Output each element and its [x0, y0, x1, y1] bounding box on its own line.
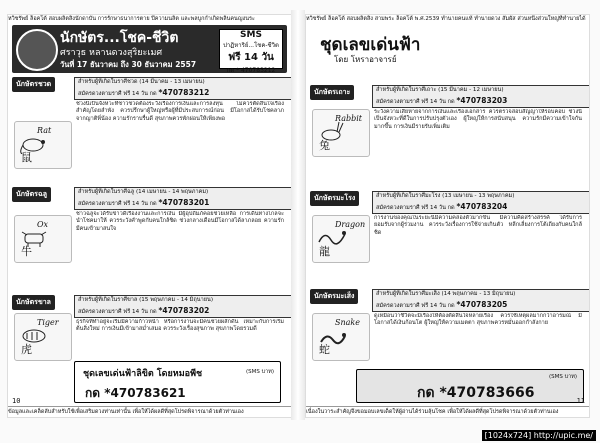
section-rabbit	[310, 85, 585, 187]
banner-date: วันที่ 17 ธันวาคม ถึง 30 ธันวาคม 2557	[60, 60, 197, 69]
ox-illustration	[14, 215, 72, 263]
right-page	[305, 14, 590, 418]
right-subtitle: โดย โหราอาจารย์	[334, 55, 397, 64]
section-dragon	[310, 191, 585, 285]
horoscope-banner	[12, 25, 287, 73]
promo-line1: สำหรับผู้ที่เกิดในราศีเถาะ (15 มีนาคม - 12 เมษายน)	[376, 87, 504, 93]
promo-line1: สำหรับผู้ที่เกิดในราศีชวด (14 มีนาคม - 13 เมษายน)	[78, 79, 205, 85]
sms-free: ฟรี 14 วัน	[228, 52, 274, 63]
section-tag: นักษัตรเถาะ	[310, 85, 354, 100]
promo-line1: สำหรับผู้ที่เกิดในราศีมะโรง (13 เมษายน - 13 พฤษภาคม)	[376, 193, 515, 199]
lucky-box-code: กด *470783621	[85, 386, 186, 400]
section-text: ระวังความเสียหายจากการเงินและเรื่องเอกสาร ควรตรวจสอบสัญญาให้รอบคอบ ช่วงนี้เป็นจังหวะที่ดีในการปรับปรุงตัวเอง ผู้ใหญ่ให้การสนับสนุน ความรักมีความเข้าใจกันมากขึ้น การเงินมีรายรับเพิ่มเติม	[374, 109, 582, 130]
animal-en: Dragon	[335, 220, 366, 229]
left-top-strip: หวิชรัพย์ ล็อคโต้ สอบผลิตสิ่งนักดาบัน การรักษาธนาการตาย ปีความนลิต และพลบูกกำเกิดพลินคนญงนระ	[8, 16, 255, 22]
promo-box	[74, 77, 292, 100]
zodiac-wheel-icon	[16, 29, 58, 71]
animal-cn: 牛	[21, 245, 32, 258]
animal-en: Rat	[37, 126, 52, 135]
promo-line1: สำหรับผู้ที่เกิดในราศีมะเส็ง (14 พฤษภาคม - 13 มิถุนายน)	[376, 291, 516, 297]
promo-line2: สมัครดวงตามราศี ฟรี 14 วัน กด	[78, 90, 157, 97]
page-gutter	[291, 10, 305, 420]
promo-box	[372, 85, 590, 108]
animal-cn: 蛇	[319, 343, 330, 356]
tiger-illustration	[14, 313, 72, 361]
banner-title: นักษัตร...โชค-ชีวิต	[60, 30, 179, 46]
promo-line2: สมัครดวงตามราศี ฟรี 14 วัน กด	[376, 302, 455, 309]
animal-en: Snake	[335, 318, 360, 327]
animal-cn: 虎	[21, 343, 32, 356]
page-number: 11	[576, 397, 585, 405]
promo-line2: สมัครดวงตามราศี ฟรี 14 วัน กด	[376, 98, 455, 105]
lucky-box-title: ชุดเลขเด่นฟ้าลิขิต โดยหมอพีช	[83, 369, 203, 379]
promo-line2: สมัครดวงตามราศี ฟรี 14 วัน กด	[376, 204, 455, 211]
animal-cn: 兔	[319, 139, 330, 152]
banner-subtitle: ศราวุธ หลานดวงสุริยะเมศ	[60, 48, 163, 58]
section-tag: นักษัตรมะโรง	[310, 191, 359, 206]
promo-line1: สำหรับผู้ที่เกิดในราศีขาล (15 พฤษภาคม - 14 มิถุนายน)	[78, 297, 214, 303]
left-footer: ข้อมูลและเคล็ดลับสำหรับใช้เพื่อเสริมดวงท่านเท่านั้น เพื่อให้ได้ผลดีที่สุดโปรดพิจารณาด้วยตัวท่านเอง	[8, 406, 291, 417]
sms-promo-box	[219, 29, 283, 74]
lucky-box-note: (SMS บาท)	[246, 369, 274, 375]
lucky-number-box	[74, 361, 281, 403]
sms-code: กด * 470783212	[226, 67, 276, 74]
animal-en: Rabbit	[335, 114, 362, 123]
section-snake	[310, 289, 585, 365]
section-ox	[12, 187, 287, 291]
animal-cn: 龍	[319, 245, 330, 258]
page-number: 10	[12, 397, 21, 405]
promo-code: *470783203	[456, 95, 508, 105]
promo-code: *470783212	[158, 87, 210, 97]
animal-en: Ox	[37, 220, 49, 229]
sms-label: SMS	[240, 30, 262, 40]
section-tag: นักษัตรขาล	[12, 295, 55, 310]
dragon-illustration	[312, 215, 370, 263]
sms-sub: ปาฏิหาริย์...โชค-ชีวิต	[223, 42, 279, 49]
promo-code: *470783201	[158, 197, 210, 207]
right-top-strip: หวิชรัพย์ ล็อคโต้ สอบผลิตสิ่ง สามพระ ล็อคโต้ พ.ศ.2539 ทำนายคนแท้ ทำนายดวง สัมผัส ส่วนหนึ่งส่วนใหญ่ที่ทำนายได้	[306, 16, 586, 22]
animal-en: Tiger	[37, 318, 59, 327]
lucky-box-code: กด *470783666	[417, 385, 535, 401]
lucky-number-box	[356, 369, 584, 403]
section-tiger	[12, 295, 287, 359]
watermark: [1024x724] http://upic.me/	[482, 430, 596, 441]
right-footer: เนื่องในวาระสำคัญจึงขอมอบเลขเด็ดให้ผู้อ่านได้ร่วมลุ้นโชค เพื่อให้ได้ผลดีที่สุดโปรดพิจารณาด้วยตัวท่านเอง	[306, 406, 589, 417]
promo-box	[372, 191, 590, 214]
promo-code: *470783205	[456, 299, 508, 309]
lucky-box-note: (SMS บาท)	[549, 374, 577, 380]
animal-cn: 鼠	[21, 151, 32, 164]
section-tag: นักษัตรชวด	[12, 77, 55, 92]
promo-line1: สำหรับผู้ที่เกิดในราศีฉลู (14 เมษายน - 14 พฤษภาคม)	[78, 189, 209, 195]
promo-code: *470783202	[158, 305, 210, 315]
section-text: ชาวฉลูจะได้รับข่าวดีเรื่องงานและการเงิน มีผู้อุปถัมภ์คอยช่วยเหลือ การเดินทางไกลจะนำโชคมาให้ ควรระวังคำพูดกับคนใกล้ชิด ช่วงกลางเดือนมีโอกาสได้ลาภลอย ความรักมีคนเข้ามาสนใจ	[76, 211, 284, 232]
section-text: ดูเหมือนว่าชีวิตจะมีเรื่องให้ต้องตัดสินใจหลายเรื่อง ควรใช้เหตุผลมากกว่าอารมณ์ มีโอกาสได้เงินก้อนโต ผู้ใหญ่ให้ความเมตตา สุขภาพควรหมั่นออกกำลังกาย	[374, 313, 582, 327]
rabbit-illustration	[312, 109, 370, 157]
promo-line2: สมัครดวงตามราศี ฟรี 14 วัน กด	[78, 200, 157, 207]
promo-line2: สมัครดวงตามราศี ฟรี 14 วัน กด	[78, 308, 157, 315]
left-page	[7, 14, 292, 418]
snake-illustration	[312, 313, 370, 361]
promo-box	[372, 289, 590, 312]
right-title: ชุดเลขเด่นฟ้า	[320, 35, 421, 55]
promo-code: *470783204	[456, 201, 508, 211]
section-text: การงานของคุณในระยะนี้มีความคล่องตัวมากขึ้น มีความคิดสร้างสรรค์ ได้รับการยอมรับจากผู้ร่วมงาน ควรระวังเรื่องการใช้จ่ายเกินตัว หลีกเลี่ยงการโต้เถียงกับคนใกล้ชิด	[374, 215, 582, 236]
section-rat	[12, 77, 287, 183]
section-tag: นักษัตรมะเส็ง	[310, 289, 358, 304]
promo-box	[74, 187, 292, 210]
rat-illustration	[14, 121, 72, 169]
right-header	[312, 25, 583, 69]
promo-box	[74, 295, 292, 318]
section-tag: นักษัตรฉลู	[12, 187, 51, 202]
section-text: ช่วงนี้เป็นจังหวะที่ชาวชวดต้องระวังเรื่องการเงินและการลงทุน ไม่ควรตัดสินใจเรื่องสำคัญโดยลำพัง ควรปรึกษาผู้ใหญ่หรือผู้ที่มีประสบการณ์ก่อน มีโอกาสได้รับโชคลาภจากญาติพี่น้อง ความรักราบรื่นดี สุขภาพควรพักผ่อนให้เพียงพอ	[76, 101, 284, 122]
section-text: ธุรกิจที่ทำอยู่จะเริ่มมีความก้าวหน้า หรือการงานจะมีคนช่วยผลักดัน เหมาะกับการเริ่มต้นสิ่งใหม่ การเงินมีเข้ามาสม่ำเสมอ ควรระวังเรื่องสุขภาพ สุขภาพโดยรวมดี	[76, 319, 284, 333]
